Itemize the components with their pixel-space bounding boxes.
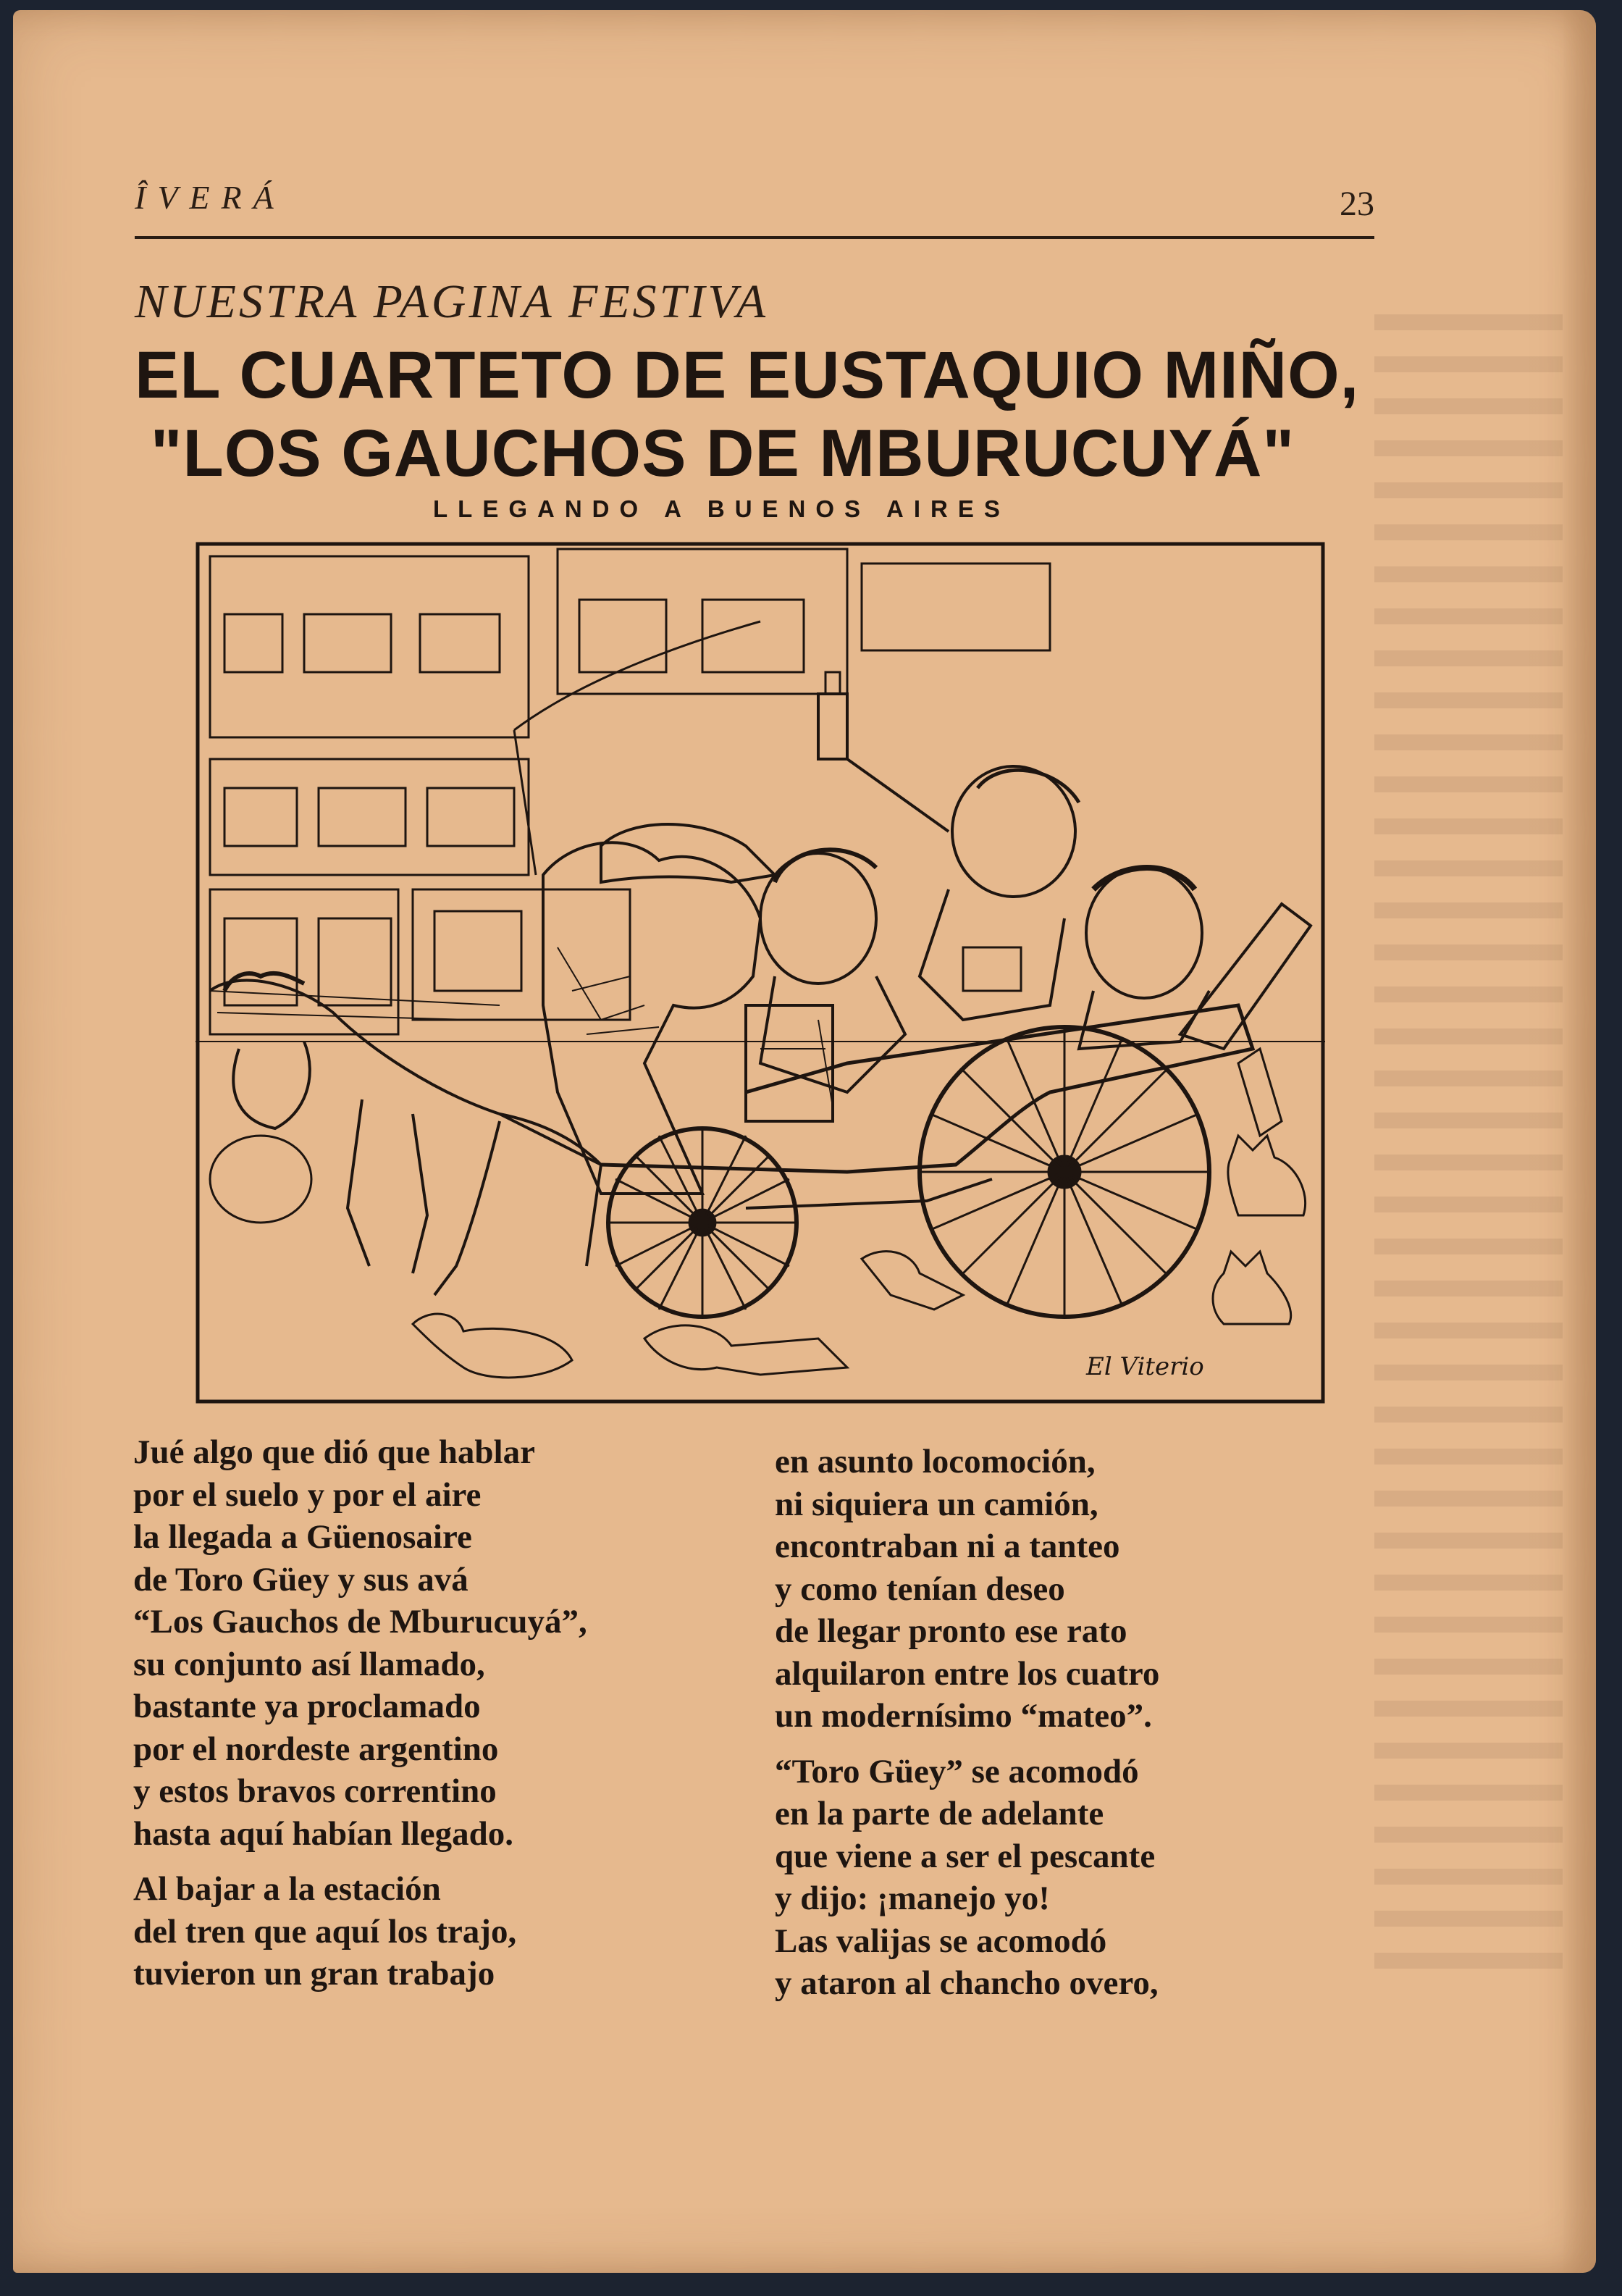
magazine-page [13, 10, 1596, 2273]
verse-line: y estos bravos correntino [133, 1772, 497, 1810]
header-rule [135, 236, 1374, 239]
passenger-figure-1 [746, 850, 905, 1121]
verse-line: por el nordeste argentino [133, 1730, 499, 1768]
cart-wheels [608, 1027, 1209, 1317]
artist-signature: El Viterio [1086, 1352, 1204, 1381]
verse-line: ni siquiera un camión, [775, 1485, 1098, 1523]
cat-2 [1213, 1252, 1291, 1324]
verse-column-right [775, 1441, 1159, 2005]
section-kicker: NUESTRA PAGINA FESTIVA [135, 275, 769, 328]
driver-figure [514, 621, 775, 1194]
verse-line: y dijo: ¡manejo yo! [775, 1880, 1050, 1917]
headline-line-2: "LOS GAUCHOS DE MBURUCUYÁ" [150, 416, 1295, 490]
verse-line: Jué algo que dió que hablar [133, 1433, 535, 1471]
verse-line: y ataron al chancho overo, [775, 1964, 1159, 2002]
verse-line: Las valijas se acomodó [775, 1922, 1107, 1960]
verse-line: y como tenían deseo [775, 1570, 1065, 1608]
passenger-figure-3 [1079, 868, 1311, 1049]
verse-line: hasta aquí habían llegado. [133, 1814, 514, 1853]
verse-line: “Los Gauchos de Mburucuyá”, [133, 1603, 587, 1641]
cart-body [601, 1005, 1253, 1172]
verse-line: bastante ya proclamado [133, 1688, 481, 1725]
verse-line: “Toro Güey” se acomodó [775, 1752, 1139, 1790]
cat-1 [1228, 1136, 1306, 1215]
dog-1 [644, 1325, 847, 1375]
verse-line: en asunto locomoción, [775, 1443, 1096, 1480]
verse-line: un modernísimo “mateo”. [775, 1697, 1152, 1735]
verse-line: encontraban ni a tanteo [775, 1528, 1120, 1565]
headline-subtitle: LLEGANDO A BUENOS AIRES [433, 495, 1010, 522]
verse-line: su conjunto así llamado, [133, 1645, 485, 1683]
magazine-name: ÎVERÁ [135, 179, 285, 216]
cartoon-illustration [196, 542, 1325, 1404]
verse-line: por el suelo y por el aire [133, 1475, 482, 1514]
page-number: 23 [1340, 185, 1374, 223]
verse-line: que viene a ser el pescante [775, 1837, 1156, 1875]
verse-line: tuvieron un gran trabajo [133, 1955, 495, 1993]
verse-column-left [133, 1431, 587, 1995]
verse-line: la llegada a Güenosaire [133, 1518, 472, 1556]
bleed-through-texture [1374, 314, 1563, 1980]
headline-line-1: EL CUARTETO DE EUSTAQUIO MIÑO, [135, 338, 1360, 412]
verse-line: Al bajar a la estación [133, 1870, 441, 1908]
verse-line: del tren que aquí los trajo, [133, 1912, 517, 1951]
duck [413, 1314, 572, 1378]
verse-line: de llegar pronto ese rato [775, 1612, 1127, 1650]
verse-line: alquilaron entre los cuatro [775, 1654, 1160, 1693]
verse-line: de Toro Güey y sus avá [133, 1560, 468, 1599]
verse-line: en la parte de adelante [775, 1795, 1104, 1832]
hanging-bottle [1238, 1049, 1282, 1136]
